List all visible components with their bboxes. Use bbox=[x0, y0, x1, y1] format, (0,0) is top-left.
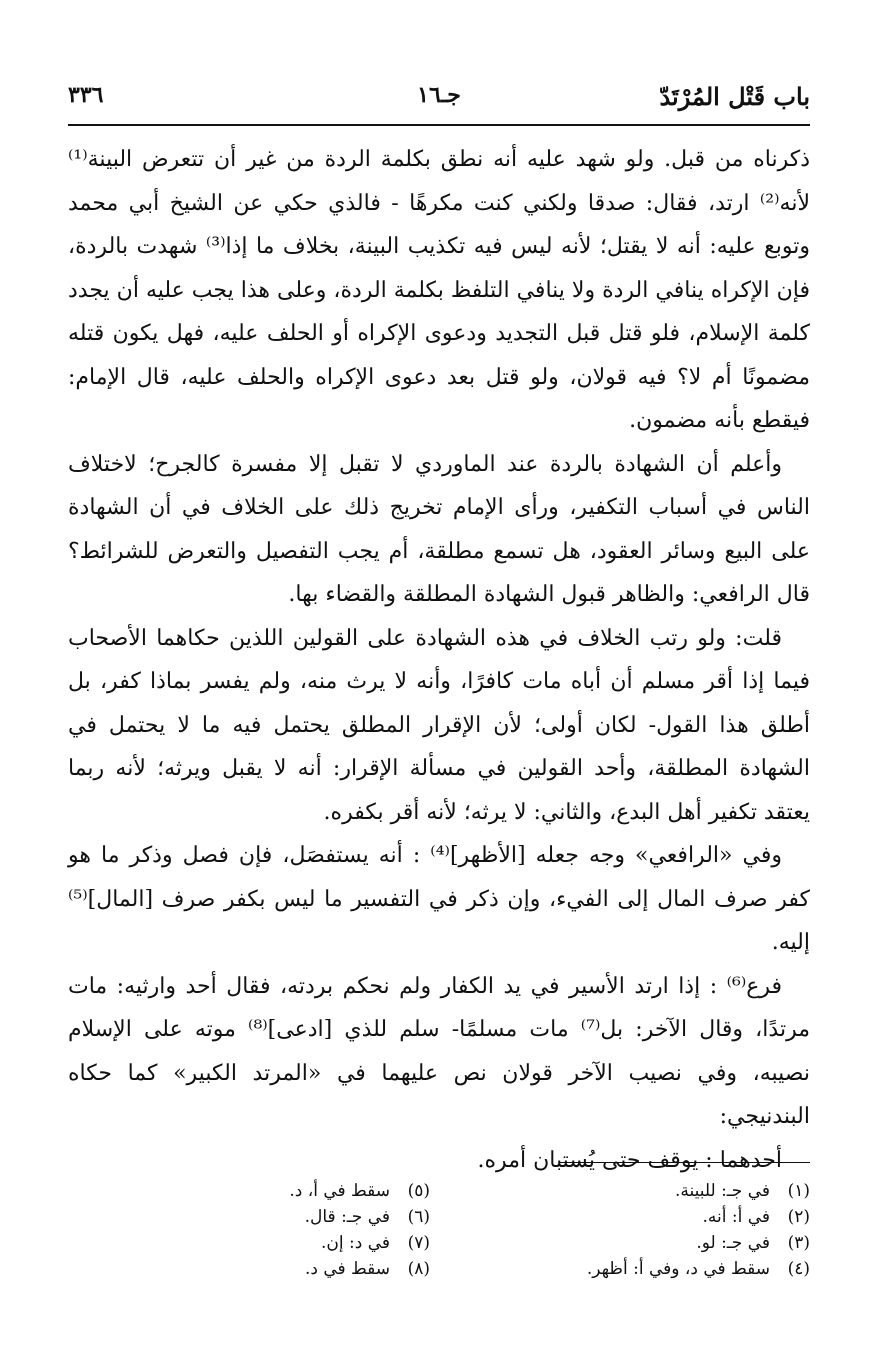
footnotes-column-right bbox=[450, 1178, 810, 1282]
volume-label: جـ١٦ bbox=[417, 82, 461, 108]
paragraph-5: فرع⁽⁶⁾ : إذا ارتد الأسير في يد الكفار ولم نحكم بردته، فقال أحد وارثيه: مات مرتدًا، وقال الآخر: بل⁽⁷⁾ مات مسلمًا- سلم للذي [ادعى]⁽⁸⁾ موته على الإسلام نصيبه، وفي نصيب الآخر قولان نص عليهما في «المرتد الكبير» كما حكاه البندنيجي: bbox=[68, 973, 810, 1129]
main-text bbox=[68, 138, 810, 1182]
footnote-number: (٧) bbox=[407, 1233, 430, 1253]
footnote-divider bbox=[560, 1162, 810, 1163]
footnote-item bbox=[70, 1230, 430, 1256]
book-page bbox=[68, 0, 810, 1370]
chapter-title: باب قَتْل المُرْتَدّ bbox=[659, 82, 810, 111]
footnote-text: سقط في د، وفي أ: أظهر. bbox=[586, 1259, 770, 1279]
page-header bbox=[68, 82, 810, 122]
footnote-text: في د: إن. bbox=[320, 1233, 390, 1253]
paragraph-1: ذكرناه من قبل. ولو شهد عليه أنه نطق بكلمة الردة من غير أن تتعرض البينة⁽¹⁾ لأنه⁽²⁾ ارتد، فقال: صدقا ولكني كنت مكرهًا - فالذي حكي عن الشيخ أبي محمد وتوبع عليه: أنه لا يقتل؛ لأنه ليس فيه تكذيب البينة، بخلاف ما إذا⁽³⁾ شهدت بالردة، فإن الإكراه ينافي الردة ولا ينافي التلفظ بكلمة الردة، وعلى هذا يجب عليه أن يجدد كلمة الإسلام، فلو قتل قبل التجديد ودعوى الإكراه أو الحلف عليه، فهل يكون قتله مضمونًا أم لا؟ فيه قولان، ولو قتل بعد دعوى الإكراه والحلف عليه، قال الإمام: فيقطع بأنه مضمون. bbox=[68, 147, 810, 433]
footnote-text: في جـ: للبينة. bbox=[674, 1181, 770, 1201]
paragraph-3: قلت: ولو رتب الخلاف في هذه الشهادة على القولين اللذين حكاهما الأصحاب فيما إذا أقر مسلم أن أباه مات كافرًا، وأنه لا يرث منه، ولم يفسر بماذا كفر، بل أطلق هذا القول- لكان أولى؛ لأن الإقرار المطلق يحتمل فيه ما لا يحتمل في الشهادة المطلقة، وأحد القولين في مسألة الإقرار: أنه لا يقبل ويرثه؛ لأنه ربما يعتقد تكفير أهل البدع، والثاني: لا يرثه؛ لأنه أقر بكفره. bbox=[68, 625, 810, 825]
footnote-item bbox=[450, 1204, 810, 1230]
footnote-number: (٨) bbox=[407, 1259, 430, 1279]
paragraph-4: وفي «الرافعي» وجه جعله [الأظهر]⁽⁴⁾ : أنه يستفصَل، فإن فصل وذكر ما هو كفر صرف المال إلى الفيء، وإن ذكر في التفسير ما ليس بكفر صرف [المال]⁽⁵⁾ إليه. bbox=[68, 843, 810, 955]
footnote-number: (٣) bbox=[787, 1233, 810, 1253]
page-number: ٣٣٦ bbox=[68, 82, 104, 108]
paragraph-6: أحدهما : يوقف حتى يُستبان أمره. bbox=[477, 1147, 782, 1173]
footnote-text: في جـ: قال. bbox=[304, 1207, 390, 1227]
footnote-item bbox=[450, 1256, 810, 1282]
footnote-number: (٦) bbox=[407, 1207, 430, 1227]
footnote-number: (٥) bbox=[407, 1181, 430, 1201]
footnote-item bbox=[450, 1178, 810, 1204]
footnote-number: (٢) bbox=[787, 1207, 810, 1227]
footnote-item bbox=[70, 1256, 430, 1282]
header-divider bbox=[68, 124, 810, 126]
footnote-text: سقط في د. bbox=[304, 1259, 390, 1279]
paragraph-2: وأعلم أن الشهادة بالردة عند الماوردي لا تقبل إلا مفسرة كالجرح؛ لاختلاف الناس في أسباب التكفير، ورأى الإمام تخريج ذلك على الخلاف في أن الشهادة على البيع وسائر العقود، هل تسمع مطلقة، أم يجب التفصيل والتعرض للشرائط؟ قال الرافعي: والظاهر قبول الشهادة المطلقة والقضاء بها. bbox=[68, 451, 810, 607]
footnotes-column-left bbox=[70, 1178, 430, 1282]
footnote-item bbox=[70, 1204, 430, 1230]
footnote-item bbox=[70, 1178, 430, 1204]
footnote-item bbox=[450, 1230, 810, 1256]
footnote-text: في أ: أنه. bbox=[702, 1207, 770, 1227]
footnote-number: (١) bbox=[787, 1181, 810, 1201]
footnote-text: سقط في أ، د. bbox=[289, 1181, 390, 1201]
footnote-number: (٤) bbox=[787, 1259, 810, 1279]
footnote-text: في جـ: لو. bbox=[696, 1233, 770, 1253]
